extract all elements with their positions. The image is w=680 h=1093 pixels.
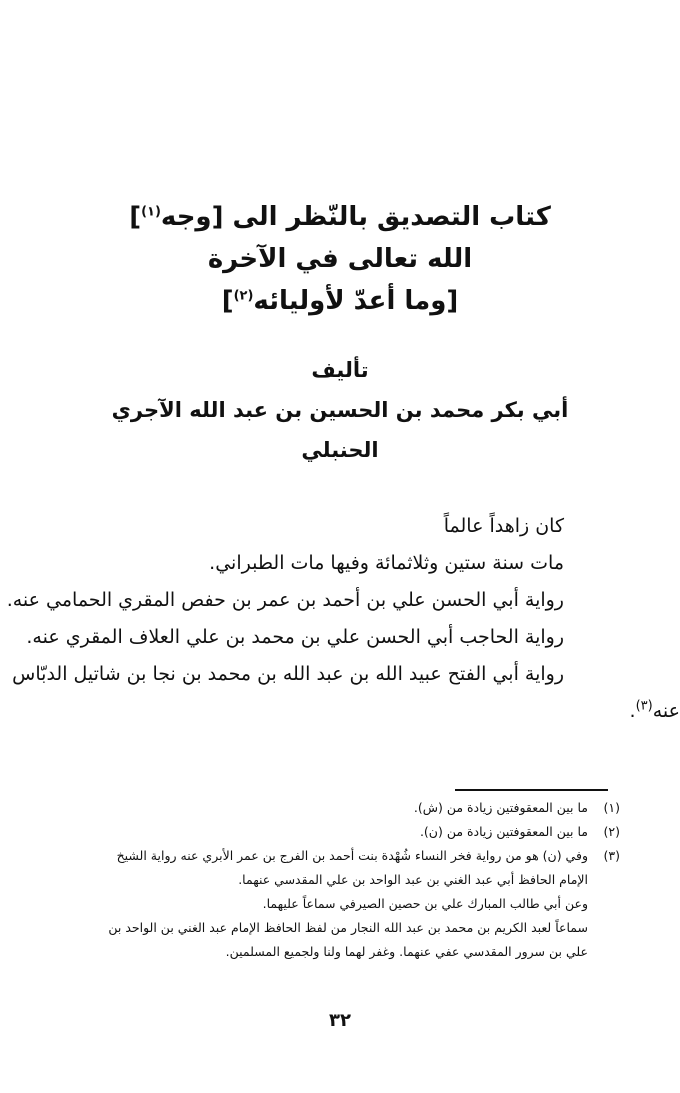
body-line: رواية الحاجب أبي الحسن علي بن محمد بن علي العلاف المقري عنه. — [26, 626, 564, 648]
body-text — [6, 508, 680, 730]
author-block — [60, 350, 620, 470]
body-line: رواية أبي الحسن علي بن أحمد بن عمر بن حفص المقري الحمامي عنه. — [6, 589, 564, 611]
footnote-text: ما بين المعقوفتين زيادة من (ن). — [419, 824, 588, 839]
title-line-1: كتاب التصديق بالنّظر الى [وجه$^{(١)}$] — [129, 202, 551, 232]
author-school: الحنبلي — [301, 438, 379, 462]
footnote-2 — [60, 820, 620, 844]
body-line: كان زاهداً عالماً — [443, 515, 564, 537]
title-line-2: الله تعالى في الآخرة — [207, 244, 473, 274]
footnote-1 — [60, 796, 620, 820]
footnote-number: (١) — [603, 800, 620, 815]
footnote-3-continued: سماعاً لعبد الكريم بن محمد بن عبد الله النجار من لفظ الحافظ الإمام عبد الغني بن الواحد بن علي بن سرور المقدسي عفي عنهما. وغفر لهما ولنا ولجميع المسلمين. — [108, 920, 588, 959]
author-name: أبي بكر محمد بن الحسين بن عبد الله الآجري — [111, 398, 569, 422]
body-line: مات سنة ستين وثلاثمائة وفيها مات الطبراني. — [209, 552, 564, 574]
footnote-divider — [455, 789, 608, 791]
footnote-ref-1: (١) — [141, 204, 161, 220]
footnote-3 — [60, 844, 620, 916]
title-line-3: [وما أعدّ لأوليائه$^{(٢)}$] — [221, 286, 459, 316]
author-label: تأليف — [311, 358, 369, 382]
page-number: ٣٢ — [329, 1010, 351, 1031]
body-line: رواية أبي الفتح عبيد الله بن عبد الله بن محمد بن نجا بن شاتيل الدبّاس — [12, 663, 564, 685]
footnotes — [60, 796, 620, 964]
footnote-number: (٢) — [603, 824, 620, 839]
footnote-text: وفي (ن) هو من رواية فخر النساء شُهْدة بنت أحمد بن الفرج بن عمر الأبري عنه رواية الشيخ الإمام الحافظ أبي عبد الغني بن عبد الواحد بن علي المقدسي عنهما. وعن أبي طالب المبارك علي بن حصين الصيرفي سماعاً عليهما. — [116, 848, 588, 911]
footnote-ref-3: (٣) — [635, 698, 653, 714]
footnote-text: ما بين المعقوفتين زيادة من (ش). — [413, 800, 588, 815]
body-line-last: عنه$^{(٣)}$. — [629, 698, 680, 722]
book-title — [60, 196, 620, 322]
footnote-number: (٣) — [603, 848, 620, 863]
footnote-ref-2: (٢) — [233, 288, 254, 304]
